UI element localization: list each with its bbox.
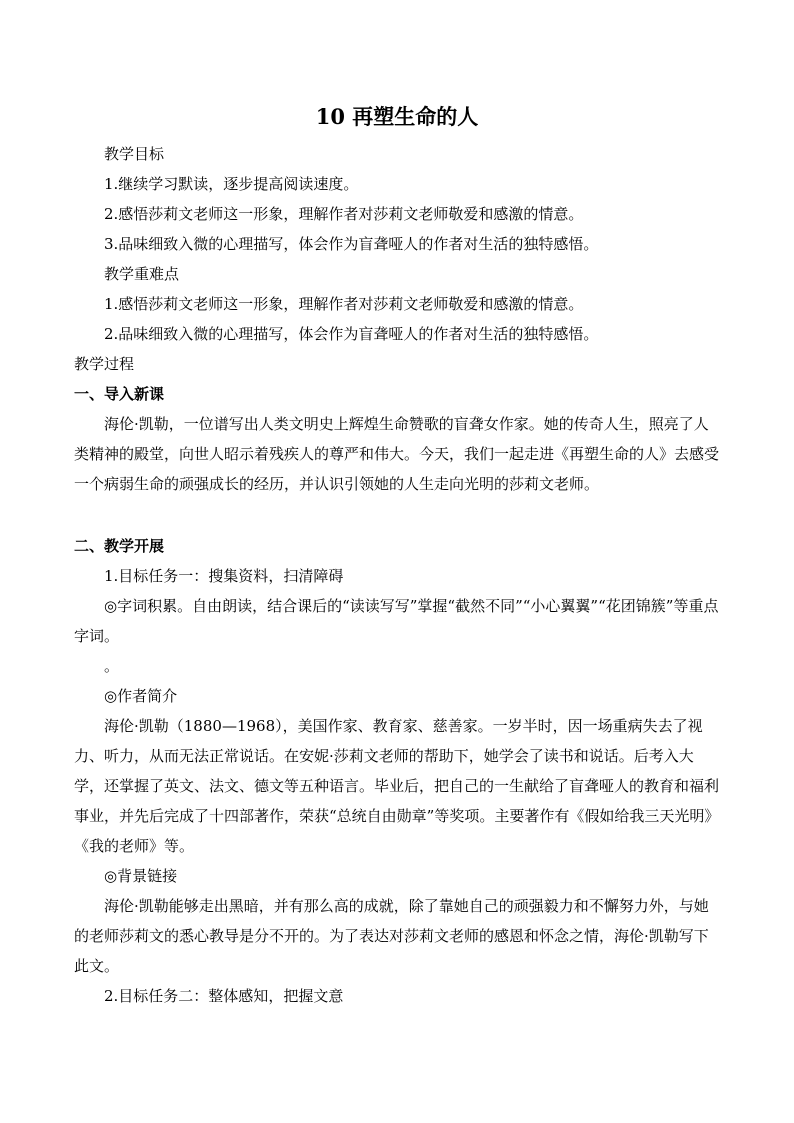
- task-2-heading: 2.目标任务二：整体感知，把握文意: [104, 987, 344, 1005]
- background-paragraph: 海伦·凯勒能够走出黑暗，并有那么高的成就，除了靠她自己的顽强毅力和不懈努力外，与她的老师莎莉文的悉心教导是分不开的。为了表达对莎莉文老师的感恩和怀念之情，海伦·凯勒写下此文。: [74, 897, 709, 975]
- standalone-period: 。: [104, 657, 120, 675]
- objective-item-3: 3.品味细致入微的心理描写，体会作为盲聋哑人的作者对生活的独特感悟。: [104, 235, 599, 253]
- vocab-paragraph: ◎字词积累。自由朗读，结合课后的“读读写写”掌握“截然不同”“小心翼翼”“花团锦簇”等重点字词。: [74, 597, 719, 645]
- key-point-item-1: 1.感悟莎莉文老师这一形象，理解作者对莎莉文老师敬爱和感激的情意。: [104, 295, 584, 313]
- process-heading: 教学过程: [74, 355, 135, 373]
- author-intro-heading: ◎作者简介: [104, 687, 178, 705]
- objective-item-2: 2.感悟莎莉文老师这一形象，理解作者对莎莉文老师敬爱和感激的情意。: [104, 205, 584, 223]
- section-2-heading: 二、教学开展: [74, 537, 165, 555]
- author-intro-paragraph: 海伦·凯勒（1880—1968），美国作家、教育家、慈善家。一岁半时，因一场重病失去了视力、听力，从而无法正常说话。在安妮·莎莉文老师的帮助下，她学会了读书和说话。后考入大学，还掌握了英文、法文、德文等五种语言。毕业后，把自己的一生献给了盲聋哑人的教育和福利事业，并先后完成了十四部著作，荣获“总统自由勋章”等奖项。主要著作有《假如给我三天光明》《我的老师》等。: [74, 717, 720, 855]
- objectives-heading: 教学目标: [104, 145, 165, 163]
- section-1-heading: 一、导入新课: [74, 385, 165, 403]
- key-points-heading: 教学重难点: [104, 265, 180, 283]
- page-title: 10 再塑生命的人: [315, 104, 479, 129]
- background-heading: ◎背景链接: [104, 867, 178, 885]
- key-point-item-2: 2.品味细致入微的心理描写，体会作为盲聋哑人的作者对生活的独特感悟。: [104, 325, 599, 343]
- objective-item-1: 1.继续学习默读，逐步提高阅读速度。: [104, 175, 359, 193]
- task-1-heading: 1.目标任务一：搜集资料，扫清障碍: [104, 567, 344, 585]
- section-1-paragraph: 海伦·凯勒，一位谱写出人类文明史上辉煌生命赞歌的盲聋女作家。她的传奇人生，照亮了人类精神的殿堂，向世人昭示着残疾人的尊严和伟大。今天，我们一起走进《再塑生命的人》去感受一个病弱生命的顽强成长的经历，并认识引领她的人生走向光明的莎莉文老师。: [74, 415, 720, 493]
